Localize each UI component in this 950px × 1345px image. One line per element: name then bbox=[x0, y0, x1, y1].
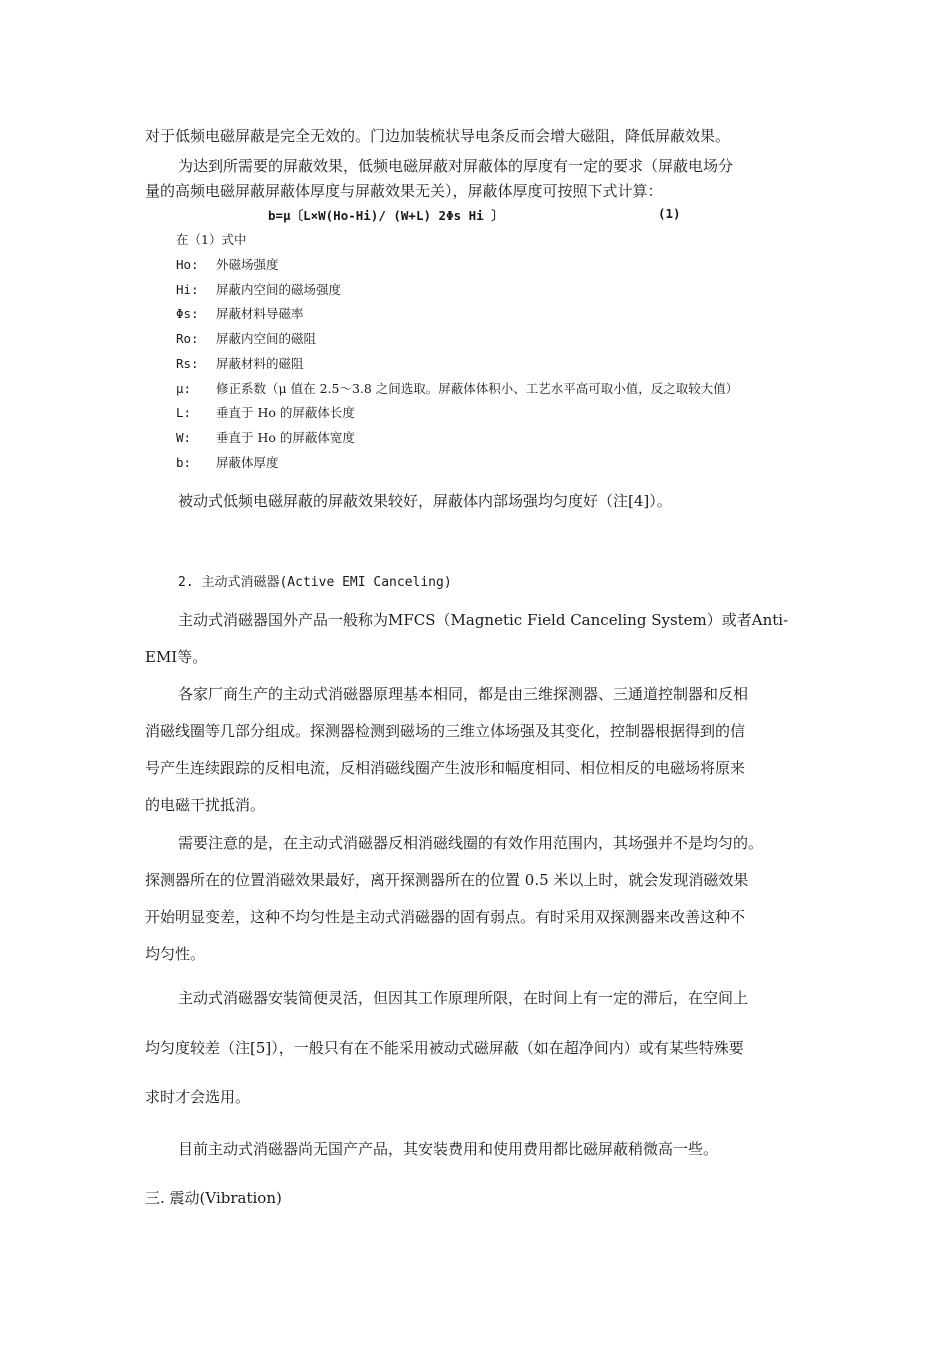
section-heading: 2. 主动式消磁器(Active EMI Canceling) bbox=[178, 575, 452, 590]
section-heading: 三. 震动(Vibration) bbox=[145, 1189, 282, 1207]
variable-symbol: Rs: bbox=[176, 356, 199, 371]
where-label: 在（1）式中 bbox=[176, 232, 247, 247]
paragraph-line: 开始明显变差，这种不均匀性是主动式消磁器的固有弱点。有时采用双探测器来改善这种不 bbox=[145, 908, 746, 926]
variable-symbol: L: bbox=[176, 405, 192, 420]
paragraph-line: 的电磁干扰抵消。 bbox=[145, 796, 266, 814]
variable-symbol: Φs: bbox=[176, 306, 199, 321]
paragraph-line: 均匀性。 bbox=[145, 945, 206, 963]
variable-description: 垂直于 Ho 的屏蔽体宽度 bbox=[216, 430, 355, 445]
variable-row bbox=[176, 381, 738, 397]
paragraph-line: 各家厂商生产的主动式消磁器原理基本相同，都是由三维探测器、三通道控制器和反相 bbox=[178, 685, 749, 703]
formula-number: (1) bbox=[658, 206, 681, 221]
formula: b=μ〔L×W(Ho-Hi)/ (W+L) 2Φs Hi 〕 bbox=[268, 208, 504, 223]
variable-description: 修正系数（μ 值在 2.5～3.8 之间选取。屏蔽体体积小、工艺水平高可取小值，反之取较大值） bbox=[216, 381, 739, 396]
variable-description: 屏蔽内空间的磁场强度 bbox=[216, 282, 342, 297]
variable-description: 屏蔽材料的磁阻 bbox=[216, 356, 304, 371]
variable-description: 屏蔽材料导磁率 bbox=[216, 306, 304, 321]
paragraph-line: 号产生连续跟踪的反相电流，反相消磁线圈产生波形和幅度相同、相位相反的电磁场将原来 bbox=[145, 759, 746, 777]
paragraph-line: 求时才会选用。 bbox=[145, 1088, 251, 1106]
variable-row bbox=[176, 331, 316, 347]
variable-symbol: Ho: bbox=[176, 257, 199, 272]
variable-description: 外磁场强度 bbox=[216, 257, 279, 272]
paragraph-line: 主动式消磁器国外产品一般称为MFCS（Magnetic Field Canceling System）或者Anti- bbox=[178, 611, 789, 629]
paragraph-line: 主动式消磁器安装简便灵活，但因其工作原理所限，在时间上有一定的滞后，在空间上 bbox=[178, 989, 749, 1007]
paragraph-line: 消磁线圈等几部分组成。探测器检测到磁场的三维立体场强及其变化，控制器根据得到的信 bbox=[145, 722, 746, 740]
variable-symbol: Hi: bbox=[176, 282, 199, 297]
variable-description: 垂直于 Ho 的屏蔽体长度 bbox=[216, 405, 355, 420]
variable-symbol: μ: bbox=[176, 381, 192, 396]
variable-row bbox=[176, 257, 279, 273]
variable-symbol: W: bbox=[176, 430, 192, 445]
variable-description: 屏蔽体厚度 bbox=[216, 455, 279, 470]
variable-row bbox=[176, 282, 341, 298]
variable-symbol: Ro: bbox=[176, 331, 199, 346]
variable-row bbox=[176, 405, 355, 421]
paragraph-line: 均匀度较差（注[5]），一般只有在不能采用被动式磁屏蔽（如在超净间内）或有某些特殊要 bbox=[145, 1039, 744, 1057]
paragraph-line: 目前主动式消磁器尚无国产产品，其安装费用和使用费用都比磁屏蔽稍微高一些。 bbox=[178, 1140, 719, 1158]
variable-row bbox=[176, 356, 304, 372]
paragraph-line: 被动式低频电磁屏蔽的屏蔽效果较好，屏蔽体内部场强均匀度好（注[4]）。 bbox=[178, 492, 672, 510]
variable-row bbox=[176, 430, 355, 446]
paragraph-line: EMI等。 bbox=[145, 648, 208, 666]
paragraph-line: 为达到所需要的屏蔽效果，低频电磁屏蔽对屏蔽体的厚度有一定的要求（屏蔽电场分 bbox=[178, 157, 734, 175]
variable-description: 屏蔽内空间的磁阻 bbox=[216, 331, 317, 346]
variable-symbol: b: bbox=[176, 455, 192, 470]
paragraph-line: 对于低频电磁屏蔽是完全无效的。门边加装梳状导电条反而会增大磁阻，降低屏蔽效果。 bbox=[145, 127, 731, 145]
paragraph-line: 探测器所在的位置消磁效果最好，离开探测器所在的位置 0.5 米以上时，就会发现消磁效果 bbox=[145, 871, 749, 889]
variable-row bbox=[176, 455, 279, 471]
paragraph-line: 量的高频电磁屏蔽屏蔽体厚度与屏蔽效果无关），屏蔽体厚度可按照下式计算： bbox=[145, 182, 663, 200]
paragraph-line: 需要注意的是，在主动式消磁器反相消磁线圈的有效作用范围内，其场强并不是均匀的。 bbox=[178, 834, 764, 852]
variable-row bbox=[176, 306, 304, 322]
